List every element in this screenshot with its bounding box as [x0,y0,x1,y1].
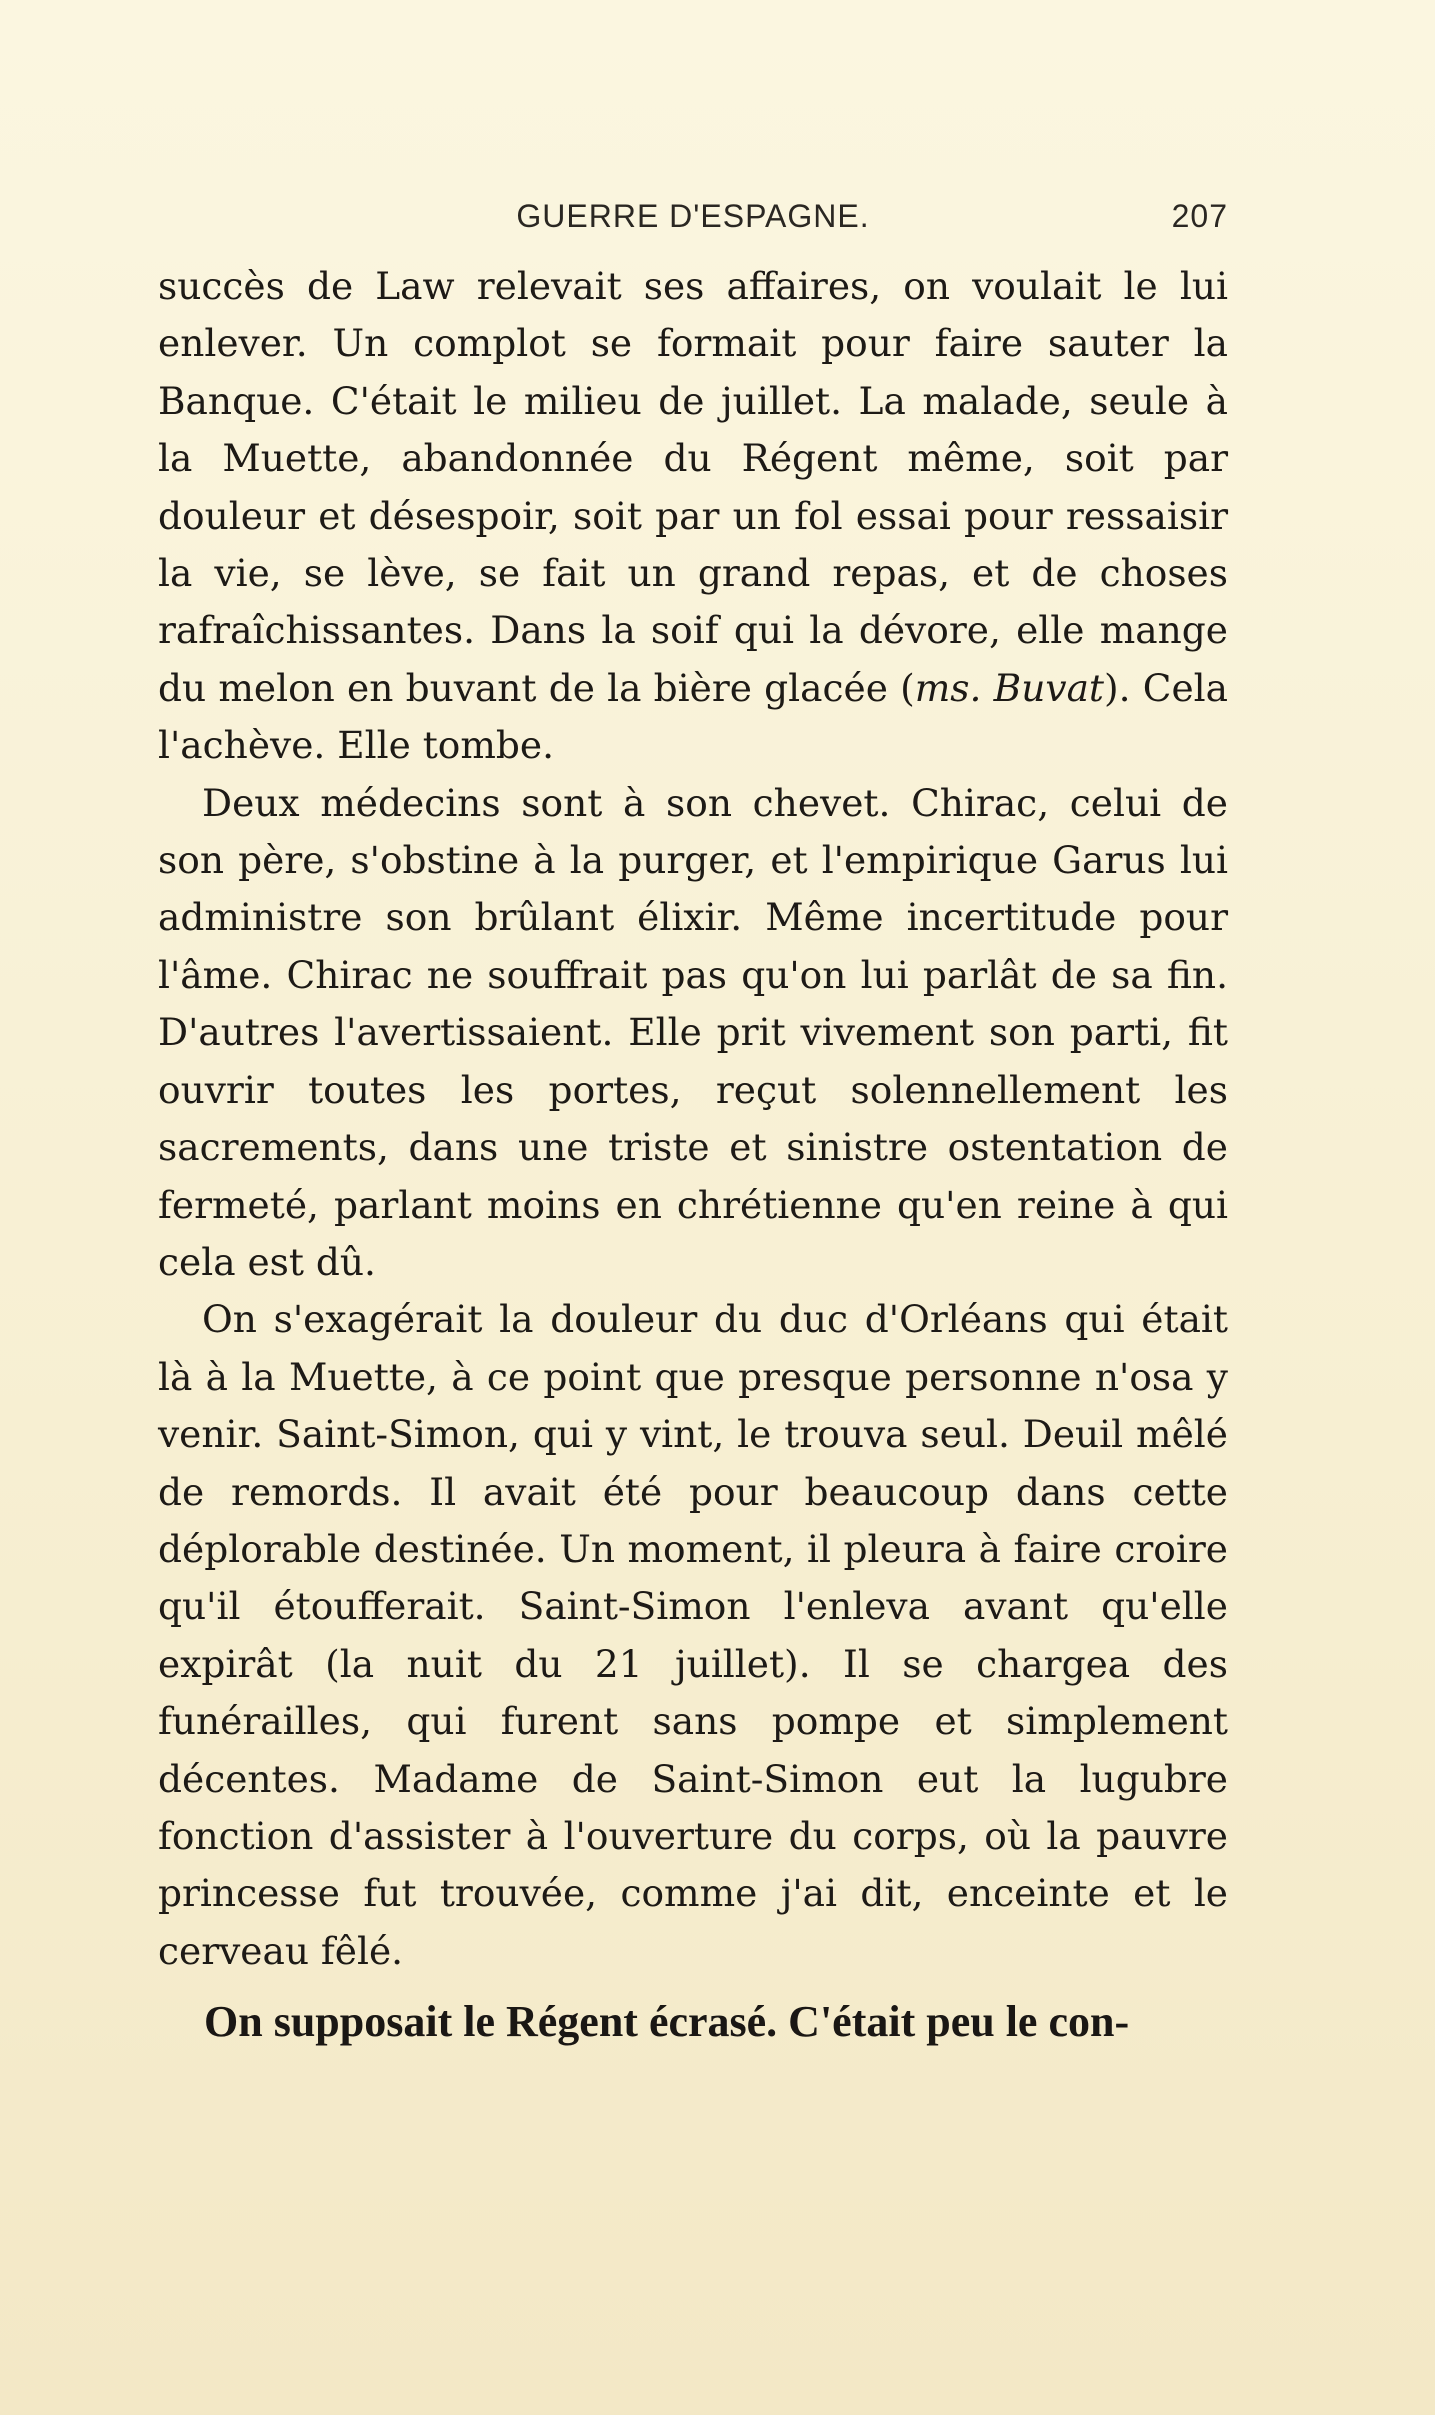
citation-ms-buvat: ms. Buvat [914,665,1104,710]
paragraph-1-text-a: succès de Law relevait ses affaires, on voulait le lui enlever. Un complot se formait pour faire sauter la Banque. C'était le milieu de juillet. La malade, seule à la Muette, abandonnée du Régent même, soit par douleur et désespoir, soit par un fol essai pour ressaisir la vie, se lève, se fait un grand repas, et de choses rafraîchissantes. Dans la soif qui la dévore, elle mange du melon en buvant de la bière glacée ( [158,264,1228,710]
paragraph-3 [158,1291,1228,1980]
page-header [158,192,1228,242]
paragraph-2 [158,775,1228,1292]
bold-last-line: On supposait le Régent écrasé. C'était peu le con- [204,1997,1130,2046]
paragraph-3-text: On s'exagérait la douleur du duc d'Orléans qui était là à la Muette, à ce point que presque personne n'osa y venir. Saint-Simon, qui y vint, le trouva seul. Deuil mêlé de remords. Il avait été pour beaucoup dans cette déplorable destinée. Un moment, il pleura à faire croire qu'il étoufferait. Saint-Simon l'enleva avant qu'elle expirât (la nuit du 21 juillet). Il se chargea des funérailles, qui furent sans pompe et simplement décentes. Madame de Saint-Simon eut la lugubre fonction d'assister à l'ouverture du corps, où la pauvre princesse fut trouvée, comme j'ai dit, enceinte et le cerveau fêlé. [158,1297,1228,1973]
paragraph-1 [158,258,1228,775]
body-text [158,258,1228,1980]
paragraph-2-text: Deux médecins sont à son chevet. Chirac, celui de son père, s'obstine à la purger, et l'empirique Garus lui administre son brûlant élixir. Même incertitude pour l'âme. Chirac ne souffrait pas qu'on lui parlât de sa fin. D'autres l'avertissaient. Elle prit vivement son parti, fit ouvrir toutes les portes, reçut solennellement les sacrements, dans une triste et sinistre ostentation de fermeté, parlant moins en chrétienne qu'en reine à qui cela est dû. [158,780,1228,1284]
page-number: 207 [1171,198,1228,234]
paragraph-1-text-b: ). Cela l'achève. Elle tombe. [158,665,1228,768]
running-head: GUERRE D'ESPAGNE. [516,198,870,234]
